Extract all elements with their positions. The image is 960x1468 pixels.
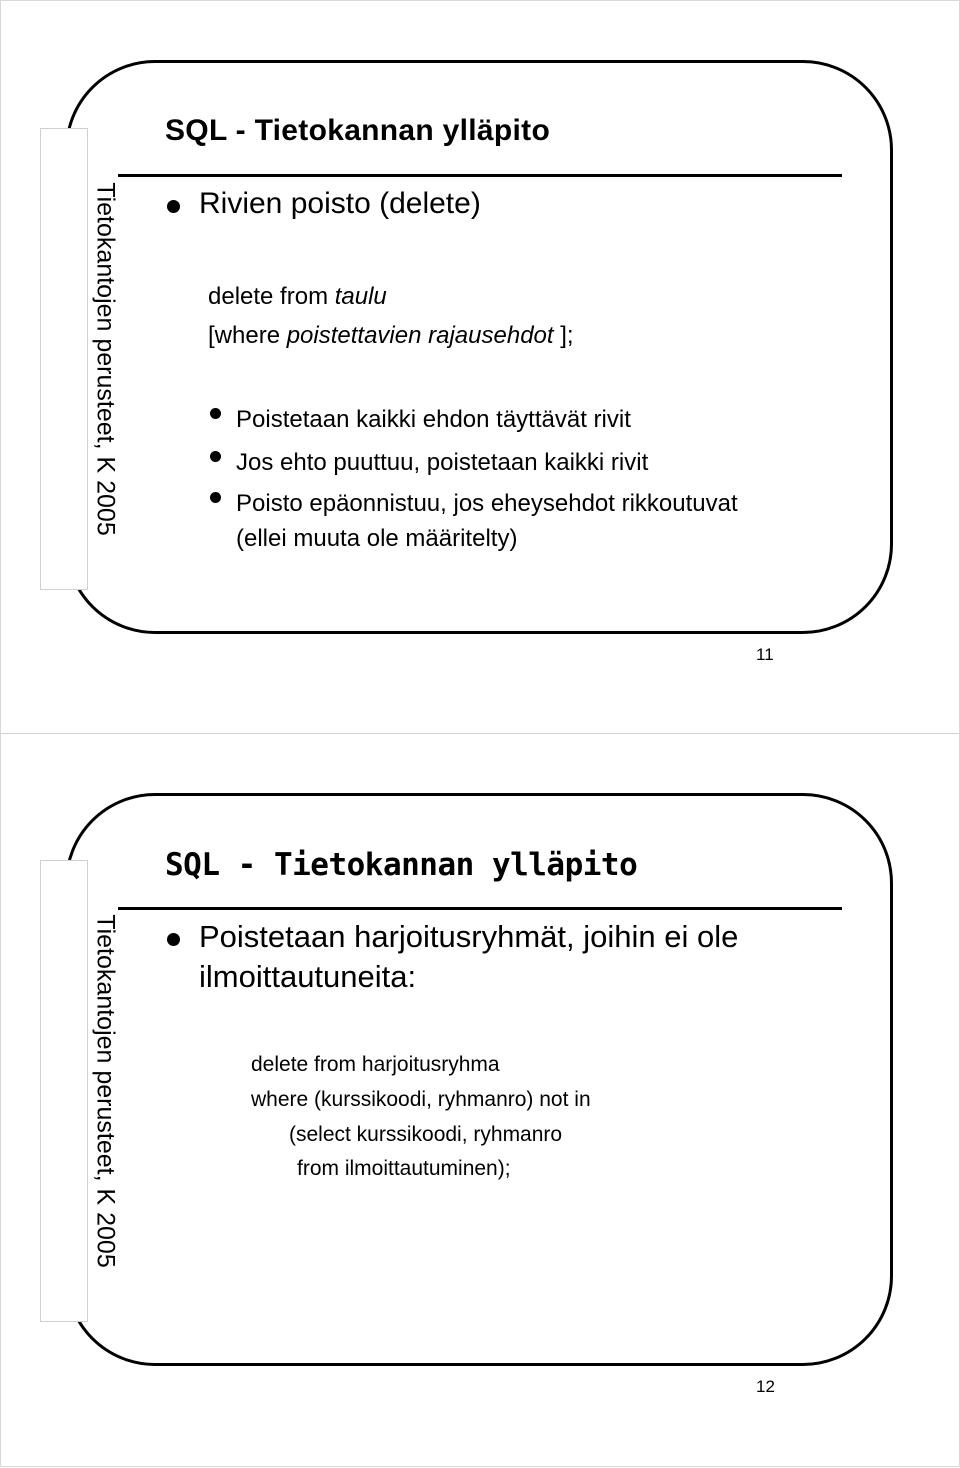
sub-bullet-3-continued: (ellei muuta ole määritelty) [236,525,518,552]
main-bullet-line-2: ilmoittautuneita: [199,959,417,994]
slide-title: SQL - Tietokannan ylläpito [165,847,638,883]
page-number: 12 [756,1377,775,1396]
slide-12 [0,733,960,1468]
code-line-3: (select kurssikoodi, ryhmanro [289,1123,563,1146]
side-tab [40,860,120,1322]
side-tab [40,128,120,590]
code-end: ]; [553,322,574,349]
main-bullet-line-1: Poistetaan harjoitusryhmät, joihin ei ole [199,919,739,954]
slide-title: SQL - Tietokannan ylläpito [165,114,551,147]
sub-bullet-1: Poistetaan kaikki ehdon täyttävät rivit [236,406,631,433]
code-keyword: delete from [208,283,335,310]
bullet-icon [167,933,180,946]
code-placeholder: poistettavien rajausehdot [286,322,554,349]
sub-bullet-icon [210,451,221,462]
code-line-2: where (kurssikoodi, ryhmanro) not in [251,1088,591,1111]
title-rule [118,174,842,177]
main-bullet: Rivien poisto (delete) [199,187,481,220]
bullet-icon [167,200,180,213]
code-line-4: from ilmoittautuminen); [297,1157,511,1180]
code-placeholder: taulu [334,283,387,310]
sub-bullet-3: Poisto epäonnistuu, jos eheysehdot rikkoutuvat [236,490,738,517]
sub-bullet-icon [210,492,221,503]
sub-bullet-2: Jos ehto puuttuu, poistetaan kaikki rivit [236,449,649,476]
side-label: Tietokantojen perusteet, K 2005 [91,914,120,1268]
sub-bullet-icon [210,408,221,419]
page-number: 11 [756,645,774,664]
code-line-1 [208,283,387,311]
title-rule [118,907,842,910]
side-label: Tietokantojen perusteet, K 2005 [91,182,120,536]
code-keyword: [where [208,322,287,349]
code-line-1: delete from harjoitusryhma [251,1053,500,1076]
code-line-2 [208,322,574,350]
